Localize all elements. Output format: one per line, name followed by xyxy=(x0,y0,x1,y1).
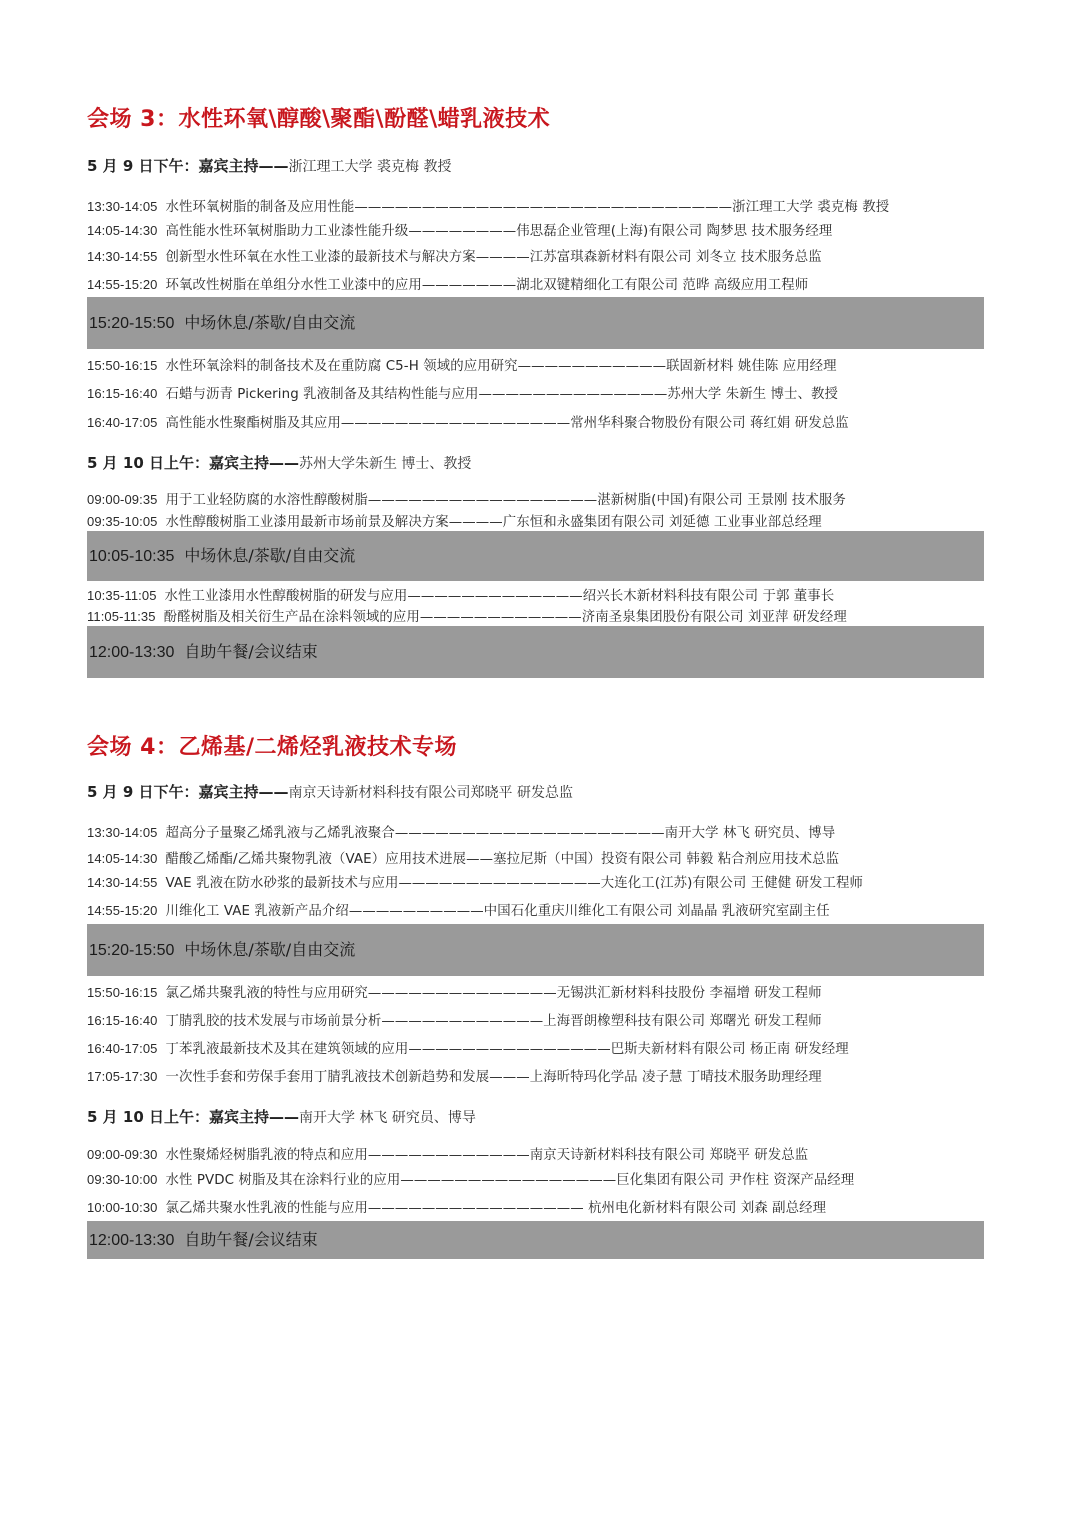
talk-time: 16:40-17:05 xyxy=(87,1041,158,1056)
host-label: 5 月 9 日下午：嘉宾主持—— xyxy=(87,783,289,801)
talk-text: VAE 乳液在防水砂浆的最新技术与应用———————————————大连化工(江苏)有限公司 王健健 研发工程师 xyxy=(165,876,863,891)
break-text: 中场休息/茶歇/自由交流 xyxy=(184,313,356,332)
talk-text: 丁苯乳液最新技术及其在建筑领域的应用———————————————巴斯夫新材料有限公司 杨正南 研发经理 xyxy=(165,1042,849,1057)
session3-title: 会场 3：水性环氧\醇酸\聚酯\酚醛\蜡乳液技术 xyxy=(87,107,551,132)
talk-row xyxy=(87,1038,984,1057)
talk-time: 17:05-17:30 xyxy=(87,1069,158,1084)
talk-row xyxy=(87,489,984,508)
talk-row xyxy=(87,355,984,374)
break-bar xyxy=(87,531,984,581)
session3-day1-host xyxy=(87,155,451,176)
talk-time: 16:40-17:05 xyxy=(87,415,158,430)
talk-row xyxy=(87,383,984,402)
talk-time: 16:15-16:40 xyxy=(87,386,158,401)
talk-time: 14:30-14:55 xyxy=(87,249,158,264)
talk-row xyxy=(87,246,984,265)
talk-time: 09:35-10:05 xyxy=(87,514,158,529)
break-bar xyxy=(87,924,984,976)
break-text: 中场休息/茶歇/自由交流 xyxy=(184,940,356,959)
talk-text: 丁腈乳胶的技术发展与市场前景分析————————————上海晋朗橡塑科技有限公司 郑曙光 研发工程师 xyxy=(165,1014,822,1029)
talk-time: 14:55-15:20 xyxy=(87,277,158,292)
talk-text: 氯乙烯共聚乳液的特性与应用研究——————————————无锡洪汇新材料科技股份 李福增 研发工程师 xyxy=(165,986,822,1001)
break-text: 中场休息/茶歇/自由交流 xyxy=(184,546,356,565)
talk-text: 水性醇酸树脂工业漆用最新市场前景及解决方案————广东恒和永盛集团有限公司 刘延德 工业事业部总经理 xyxy=(165,515,822,530)
talk-row xyxy=(87,1066,984,1085)
talk-row xyxy=(87,585,984,604)
talk-time: 10:00-10:30 xyxy=(87,1200,158,1215)
talk-text: 用于工业轻防腐的水溶性醇酸树脂—————————————————湛新树脂(中国)有限公司 王景刚 技术服务 xyxy=(165,493,846,508)
end-bar xyxy=(87,1221,984,1259)
talk-text: 高性能水性环氧树脂助力工业漆性能升级————————伟思磊企业管理(上海)有限公司 陶梦思 技术服务经理 xyxy=(165,224,833,239)
host-label: 5 月 9 日下午：嘉宾主持—— xyxy=(87,157,289,175)
break-time: 12:00-13:30 xyxy=(89,644,175,661)
talk-row xyxy=(87,1010,984,1029)
talk-time: 14:30-14:55 xyxy=(87,875,158,890)
talk-time: 14:05-14:30 xyxy=(87,223,158,238)
talk-text: 超高分子量聚乙烯乳液与乙烯乳液聚合————————————————————南开大学 林飞 研究员、博导 xyxy=(165,826,836,841)
talk-row xyxy=(87,606,984,625)
talk-row xyxy=(87,872,984,891)
host-label: 5 月 10 日上午：嘉宾主持—— xyxy=(87,454,299,472)
host-name: 苏州大学朱新生 博士、教授 xyxy=(298,456,472,472)
session4-day2-host xyxy=(87,1106,476,1127)
talk-text: 一次性手套和劳保手套用丁腈乳液技术创新趋势和发展———上海昕特玛化学品 凌子慧 丁晴技术服务助理经理 xyxy=(165,1070,822,1085)
talk-row xyxy=(87,822,984,841)
talk-time: 11:05-11:35 xyxy=(87,609,156,624)
session3-day2-host xyxy=(87,452,471,473)
talk-text: 水性聚烯烃树脂乳液的特点和应用————————————南京天诗新材料科技有限公司 郑晓平 研发总监 xyxy=(165,1148,809,1163)
talk-text: 水性 PVDC 树脂及其在涂料行业的应用————————————————巨化集团有限公司 尹作柱 资深产品经理 xyxy=(165,1173,855,1188)
talk-row xyxy=(87,1197,984,1216)
talk-text: 高性能水性聚酯树脂及其应用—————————————————常州华科聚合物股份有限公司 蒋红娟 研发总监 xyxy=(165,416,849,431)
talk-row xyxy=(87,1144,984,1163)
talk-time: 15:50-16:15 xyxy=(87,985,158,1000)
talk-text: 川维化工 VAE 乳液新产品介绍——————————中国石化重庆川维化工有限公司 刘晶晶 乳液研究室副主任 xyxy=(165,904,830,919)
talk-row xyxy=(87,1169,984,1188)
host-name: 南京天诗新材料科技有限公司郑晓平 研发总监 xyxy=(288,785,573,801)
talk-text: 醋酸乙烯酯/乙烯共聚物乳液（VAE）应用技术进展——塞拉尼斯（中国）投资有限公司 韩毅 粘合剂应用技术总监 xyxy=(165,852,840,867)
break-text: 自助午餐/会议结束 xyxy=(184,1230,318,1249)
talk-row xyxy=(87,900,984,919)
talk-time: 09:00-09:35 xyxy=(87,492,158,507)
talk-text: 创新型水性环氧在水性工业漆的最新技术与解决方案————江苏富琪森新材料有限公司 刘冬立 技术服务总监 xyxy=(165,250,822,265)
talk-row xyxy=(87,848,984,867)
talk-time: 14:05-14:30 xyxy=(87,851,158,866)
break-time: 10:05-10:35 xyxy=(89,548,175,565)
talk-text: 水性工业漆用水性醇酸树脂的研发与应用—————————————绍兴长木新材料科技有限公司 于郭 董事长 xyxy=(164,589,835,604)
break-time: 12:00-13:30 xyxy=(89,1232,175,1249)
talk-text: 酚醛树脂及相关衍生产品在涂料领域的应用————————————济南圣泉集团股份有限公司 刘亚萍 研发经理 xyxy=(163,610,847,625)
talk-text: 氯乙烯共聚水性乳液的性能与应用———————————————— 杭州电化新材料有限公司 刘森 副总经理 xyxy=(165,1201,827,1216)
talk-row xyxy=(87,274,984,293)
break-text: 自助午餐/会议结束 xyxy=(184,642,318,661)
talk-time: 13:30-14:05 xyxy=(87,825,158,840)
talk-row xyxy=(87,511,984,530)
end-bar xyxy=(87,626,984,678)
session4-day1-host xyxy=(87,781,573,802)
session4-title: 会场 4：乙烯基/二烯烃乳液技术专场 xyxy=(87,735,458,760)
talk-row xyxy=(87,982,984,1001)
talk-text: 环氧改性树脂在单组分水性工业漆中的应用———————湖北双键精细化工有限公司 范晔 高级应用工程师 xyxy=(165,278,809,293)
talk-time: 10:35-11:05 xyxy=(87,588,157,603)
talk-text: 水性环氧树脂的制备及应用性能————————————————————————————浙江理工大学 裘克梅 教授 xyxy=(165,200,890,215)
talk-row xyxy=(87,220,984,239)
host-name: 南开大学 林飞 研究员、博导 xyxy=(298,1110,476,1126)
break-bar xyxy=(87,297,984,349)
talk-time: 14:55-15:20 xyxy=(87,903,158,918)
host-label: 5 月 10 日上午：嘉宾主持—— xyxy=(87,1108,299,1126)
break-time: 15:20-15:50 xyxy=(89,315,175,332)
talk-time: 09:30-10:00 xyxy=(87,1172,158,1187)
host-name: 浙江理工大学 裘克梅 教授 xyxy=(288,159,452,175)
talk-time: 09:00-09:30 xyxy=(87,1147,158,1162)
talk-time: 13:30-14:05 xyxy=(87,199,158,214)
talk-text: 水性环氧涂料的制备技术及在重防腐 C5-H 领域的应用研究———————————联固新材料 姚佳陈 应用经理 xyxy=(165,359,837,374)
break-time: 15:20-15:50 xyxy=(89,942,175,959)
talk-row xyxy=(87,412,984,431)
talk-row xyxy=(87,196,984,215)
talk-time: 16:15-16:40 xyxy=(87,1013,158,1028)
talk-text: 石蜡与沥青 Pickering 乳液制备及其结构性能与应用——————————————苏州大学 朱新生 博士、教授 xyxy=(165,387,839,402)
talk-time: 15:50-16:15 xyxy=(87,358,158,373)
